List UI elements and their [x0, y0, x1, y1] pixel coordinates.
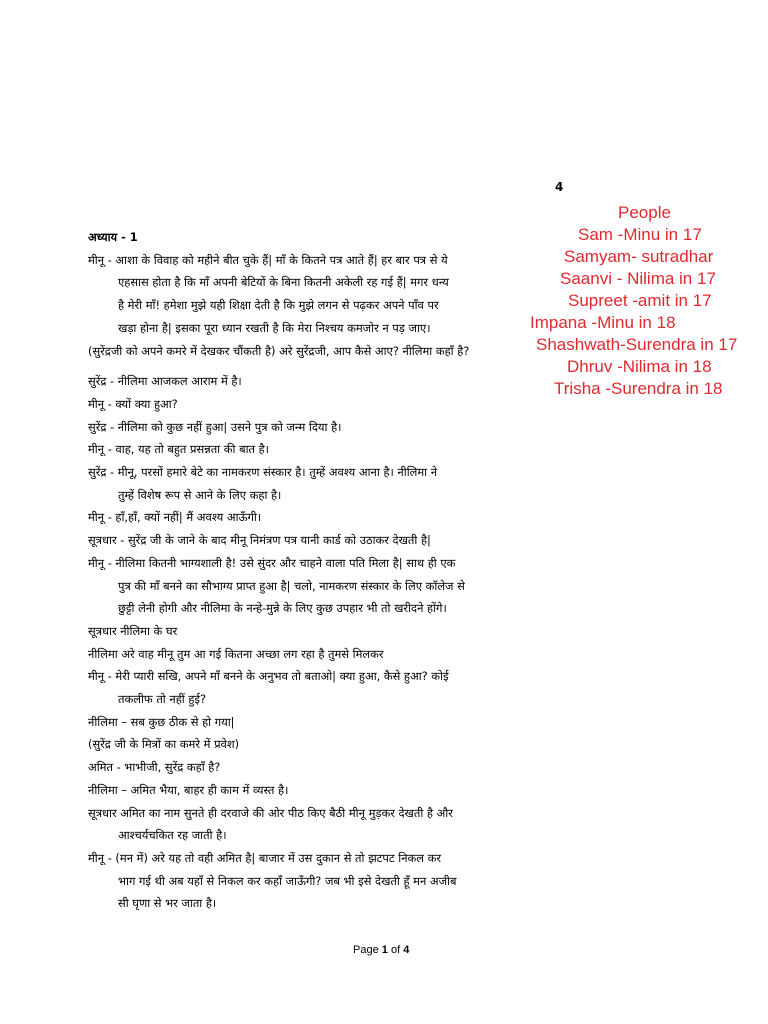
people-item: Samyam- sutradhar [564, 247, 714, 266]
dialogue-line: सुरेंद्र - नीलिमा को कुछ नहीं हुआ| उसने पुत्र को जन्म दिया है। [88, 419, 342, 434]
people-item: Saanvi - Nilima in 17 [560, 269, 716, 288]
people-item: Shashwath-Surendra in 17 [536, 335, 738, 354]
dialogue-line: भाग गई थी अब यहाँ से निकल कर कहाँ जाऊँगी? जब भी इसे देखती हूँ मन अजीब [118, 873, 457, 888]
people-item: Supreet -amit in 17 [568, 291, 712, 310]
dialogue-line: तुम्हें विशेष रूप से आने के लिए कहा है। [118, 487, 282, 502]
people-item: Sam -Minu in 17 [578, 225, 702, 244]
chapter-heading: अध्याय - 1 [88, 230, 138, 244]
stage-direction: (सुरेंद्र जी के मित्रों का कमरे में प्रवेश) [88, 737, 240, 752]
people-item: Impana -Minu in 18 [530, 313, 676, 332]
dialogue-line: एहसास होता है कि माँ अपनी बेटियों के बिना कितनी अकेली रह गई हैं| मगर धन्य [118, 275, 449, 290]
people-title: People [618, 203, 671, 222]
dialogue-line: सुरेंद्र - नीलिमा आजकल आराम में है। [88, 374, 242, 389]
dialogue-line: सी घृणा से भर जाता है। [118, 896, 217, 911]
dialogue-line: मीनू - वाह, यह तो बहुत प्रसन्नता की बात है। [88, 442, 270, 457]
footer-current-page: 1 [381, 944, 388, 956]
footer-total-pages: 4 [403, 944, 410, 956]
page-footer [353, 944, 409, 956]
dialogue-line: मीनू - (मन में) अरे यह तो वही अमित है| बाजार में उस दुकान से तो झटपट निकल कर [88, 850, 442, 865]
footer-page-word: Page [353, 944, 379, 956]
dialogue-line: मीनू - मेरी प्यारी सखि, अपने माँ बनने के अनुभव तो बताओ| क्या हुआ, कैसे हुआ? कोई [88, 669, 449, 684]
dialogue-line: मीनू - नीलिमा कितनी भाग्यशाली है! उसे सुंदर और चाहने वाला पति मिला है| साथ ही एक [88, 555, 456, 570]
people-item: Dhruv -Nilima in 18 [567, 357, 712, 376]
dialogue-line: पुत्र की माँ बनने का सौभाग्य प्राप्त हुआ है| चलो, नामकरण संस्कार के लिए कॉलेज से [118, 578, 465, 593]
dialogue-line: अमित - भाभीजी, सुरेंद्र कहाँ है? [88, 760, 221, 775]
dialogue-line: सूत्रधार नीलिमा के घर [88, 623, 178, 638]
dialogue-line: नीलिमा – अमित भैया, बाहर ही काम में व्यस्त है। [88, 782, 289, 797]
dialogue-line: है मेरी माँ! हमेशा मुझे यही शिक्षा देती है कि मुझे लगन से पढ़कर अपने पाँव पर [118, 298, 439, 313]
page-number-top: 4 [555, 180, 564, 194]
dialogue-line: मीनू - क्यों क्या हुआ? [88, 396, 178, 411]
dialogue-line: सुरेंद्र - मीनू, परसों हमारे बेटे का नामकरण संस्कार है। तुम्हें अवश्य आना है। नीलिमा ने [88, 465, 438, 480]
dialogue-line: सूत्रधार - सुरेंद्र जी के जाने के बाद मीनू निमंत्रण पत्र यानी कार्ड को उठाकर देखती है| [88, 533, 431, 548]
dialogue-line: छुट्टी लेनी होगी और नीलिमा के नन्हे-मुन्ने के लिए कुछ उपहार भी तो खरीदने होंगे। [118, 601, 447, 616]
stage-direction: (सुरेंद्रजी को अपने कमरे में देखकर चौंकती है) अरे सुरेंद्रजी, आप कैसे आए? नीलिमा कहाँ है? [88, 343, 470, 358]
dialogue-line: आश्चर्यचकित रह जाती है। [118, 828, 227, 843]
dialogue-line: खड़ा होना है| इसका पूरा ध्यान रखती है कि मेरा निश्चय कमजोर न पड़ जाए। [118, 320, 431, 335]
dialogue-line: सूत्रधार अमित का नाम सुनते ही दरवाजे की ओर पीठ किए बैठी मीनू मुड़कर देखती है और [88, 805, 453, 820]
dialogue-line: मीनू - आशा के विवाह को महीने बीत चुके हैं| माँ के कितने पत्र आते हैं| हर बार पत्र से ये [88, 252, 448, 267]
dialogue-line: तकलीफ तो नहीं हुई? [118, 692, 207, 707]
dialogue-line: नीलिमा – सब कुछ ठीक से हो गया| [88, 714, 235, 729]
footer-of-word: of [390, 944, 401, 956]
people-item: Trisha -Surendra in 18 [554, 379, 723, 398]
dialogue-line: नीलिमा अरे वाह मीनू तुम आ गई कितना अच्छा लग रहा है तुमसे मिलकर [88, 646, 384, 661]
dialogue-line: मीनू - हाँ,हाँ, क्यों नहीं| मैं अवश्य आऊँगी। [88, 510, 262, 525]
script-body [88, 226, 568, 915]
